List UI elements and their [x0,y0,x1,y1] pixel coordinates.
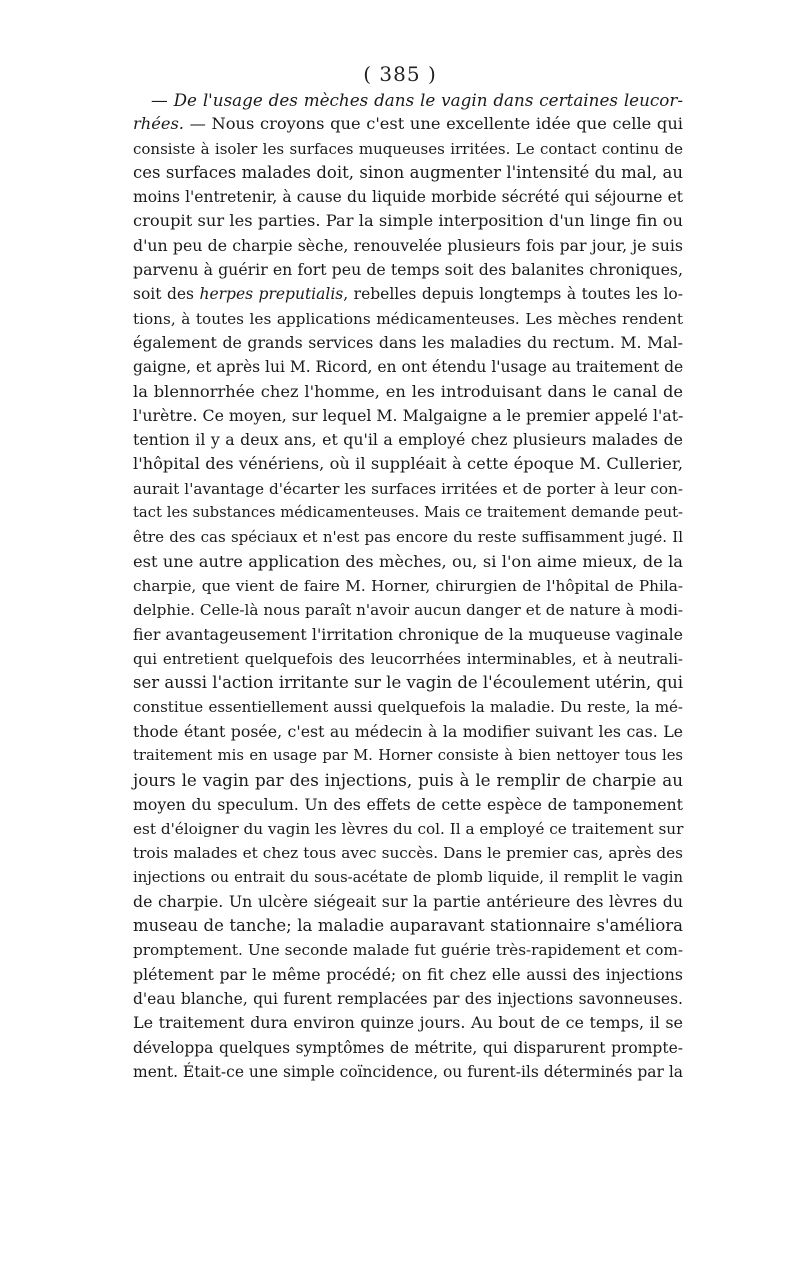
text-run: ces surfaces malades doit, sinon augmenter l'intensité du mal, au [133,162,683,182]
text-line [133,477,683,501]
text-run: — [151,90,174,110]
text-run: , rebelles depuis longtemps à toutes les lo- [343,285,684,304]
text-line [133,428,683,452]
text-run: aurait l'avantage d'écarter les surfaces irritées et de porter à leur con- [133,479,683,498]
text-run: traitement mis en usage par M. Horner consiste à bien nettoyer tous les [133,747,683,765]
text-run: moins l'entretenir, à cause du liquide morbide sécrété qui séjourne et [133,188,683,207]
text-run: promptement. Une seconde malade fut guérie très-rapidement et com- [133,941,683,960]
text-run: l'hôpital des vénériens, où il suppléait à cette époque M. Cullerier, [133,454,683,474]
text-line [133,209,683,233]
text-run: est d'éloigner du vagin les lèvres du col. Il a employé ce traitement sur [133,819,684,838]
text-run: museau de tanche; la maladie auparavant stationnaire s'améliora [133,916,683,936]
text-run: jours le vagin par des injections, puis à le remplir de charpie au [133,770,683,791]
text-line [133,987,683,1011]
text-line [133,793,683,817]
text-line [133,623,683,647]
text-run: de charpie. Un ulcère siégeait sur la partie antérieure des lèvres du [133,891,683,911]
text-line [133,1060,683,1084]
text-run: d'eau blanche, qui furent remplacées par des injections savonneuses. [133,989,683,1008]
text-line [133,258,683,282]
text-line [133,938,683,962]
text-run: fier avantageusement l'irritation chronique de la muqueuse vaginale [133,624,683,644]
text-run: parvenu à guérir en fort peu de temps soit des balanites chroniques, [133,260,683,280]
text-run: tions, à toutes les applications médicamenteuses. Les mèches rendent [133,309,683,328]
text-line [133,307,683,331]
text-run: être des cas spéciaux et n'est pas encore du reste suffisamment jugé. Il [133,528,683,547]
text-run: la blennorrhée chez l'homme, en les introduisant dans le canal de [133,381,683,401]
page-number: ( 385 ) [363,62,437,86]
text-run: trois malades et chez tous avec succès. Dans le premier cas, après des [133,844,683,863]
text-line [133,404,683,428]
text-line [133,647,683,671]
text-run: ser aussi l'action irritante sur le vagin de l'écoulement utérin, qui [133,673,684,693]
text-run: — Nous croyons que c'est une excellente idée que celle qui [183,114,683,134]
text-run: injections ou entrait du sous-acétate de plomb liquide, il remplit le vagin [133,868,683,886]
text-line [133,1036,683,1060]
text-run: tact les substances médicamenteuses. Mais ce traitement demande peut- [133,504,683,522]
text-run: d'un peu de charpie sèche, renouvelée plusieurs fois par jour, je suis [133,235,683,255]
text-line [133,88,683,112]
text-run: gaigne, et après lui M. Ricord, en ont étendu l'usage au traitement de [133,358,684,377]
text-line [133,963,683,987]
text-run: consiste à isoler les surfaces muqueuses irritées. Le contact continu de [133,139,683,158]
italic-run: De l'usage des mèches dans le vagin dans certaines leucor- [173,90,684,110]
text-run: croupit sur les parties. Par la simple interposition d'un linge fin ou [133,211,683,231]
text-line [133,695,683,719]
text-line [133,768,683,792]
text-line [133,137,683,161]
text-line [133,890,683,914]
text-line [133,161,683,185]
text-run: également de grands services dans les maladies du rectum. M. Mal- [133,332,683,352]
text-line [133,841,683,865]
text-run: ment. Était-ce une simple coïncidence, ou furent-ils déterminés par la [133,1062,684,1081]
text-line [133,1011,683,1035]
text-line [133,355,683,379]
text-line [133,914,683,938]
text-run: moyen du speculum. Un des effets de cette espèce de tamponement [133,794,683,814]
text-line [133,331,683,355]
text-line [133,380,683,404]
text-line [133,671,683,695]
text-run: est une autre application des mèches, ou, si l'on aime mieux, de la [133,551,683,571]
text-line [133,720,683,744]
text-line [133,525,683,549]
text-line [133,185,683,209]
text-run: tention il y a deux ans, et qu'il a employé chez plusieurs malades de [133,430,683,450]
text-run: charpie, que vient de faire M. Horner, chirurgien de l'hôpital de Phila- [133,576,683,595]
text-line [133,282,683,306]
text-line [133,744,683,768]
italic-run: herpes preputialis [199,285,344,304]
text-run: soit des [133,285,200,304]
body-text [133,88,683,1084]
text-line [133,501,683,525]
text-line [133,234,683,258]
text-run: constitue essentiellement aussi quelquefois la maladie. Du reste, la mé- [133,698,683,717]
text-line [133,574,683,598]
text-line [133,598,683,622]
text-line [133,550,683,574]
text-line [133,112,683,136]
text-run: qui entretient quelquefois des leucorrhées interminables, et à neutrali- [133,649,683,668]
text-run: développa quelques symptômes de métrite, qui disparurent prompte- [133,1038,683,1057]
text-line [133,452,683,476]
italic-run: rhées. [133,114,184,134]
text-run: thode étant posée, c'est au médecin à la modifier suivant les cas. Le [133,721,683,741]
text-run: plétement par le même procédé; on fit chez elle aussi des injections [133,964,683,984]
text-run: Le traitement dura environ quinze jours. Au bout de ce temps, il se [133,1013,683,1033]
text-line [133,866,683,890]
text-run: l'urètre. Ce moyen, sur lequel M. Malgaigne a le premier appelé l'at- [133,405,684,425]
text-line [133,817,683,841]
text-run: delphie. Celle-là nous paraît n'avoir aucun danger et de nature à modi- [133,601,683,620]
